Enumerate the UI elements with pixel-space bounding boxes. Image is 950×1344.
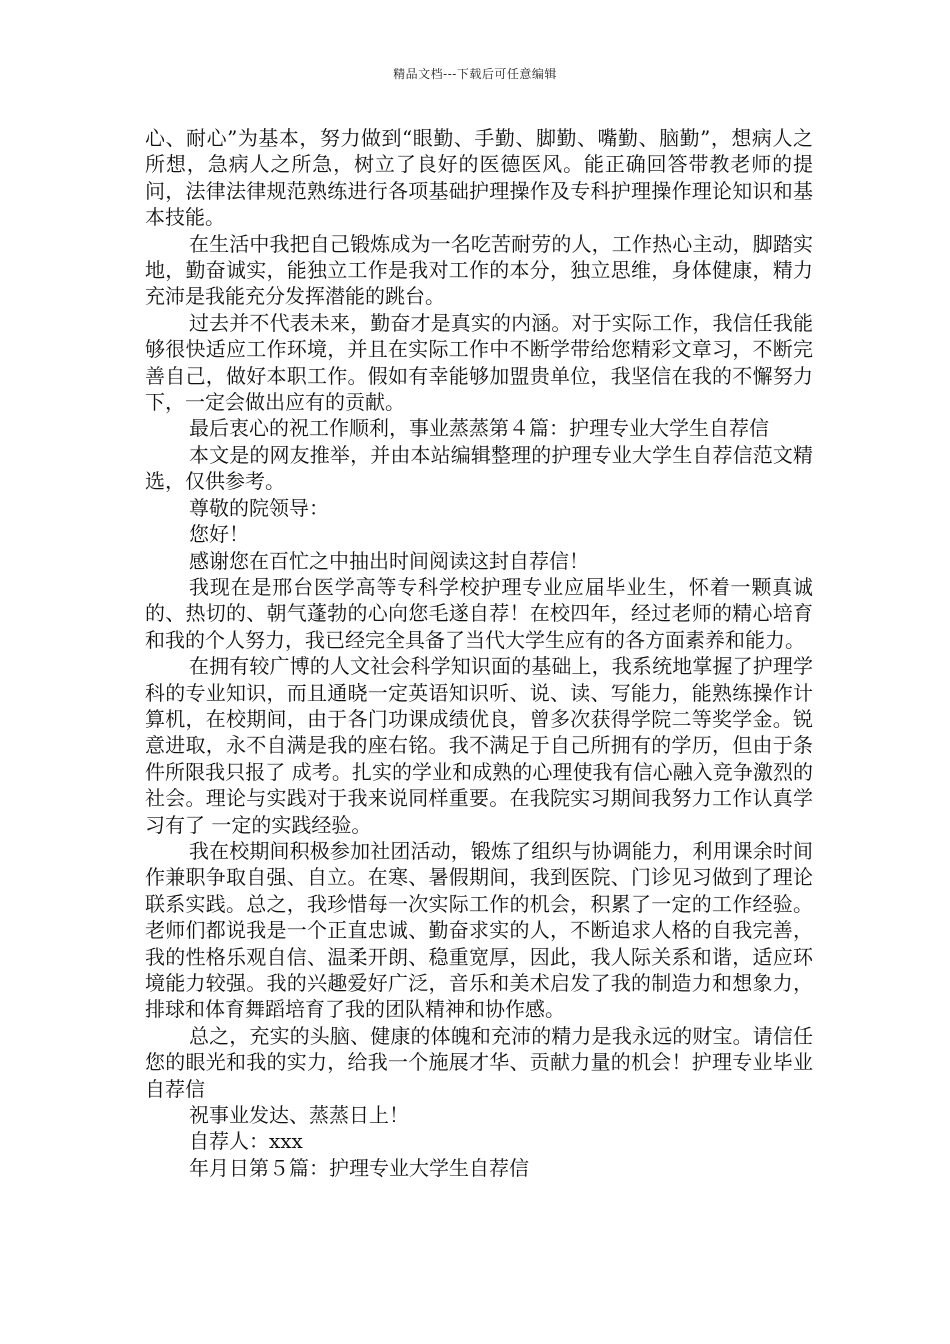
signature-line: 自荐人：xxx: [189, 1129, 303, 1154]
paragraph: 感谢您在百忙之中抽出时间阅读这封自荐信！: [189, 548, 589, 573]
closing-wish: 祝事业发达、蒸蒸日上！: [189, 1103, 409, 1128]
paragraph: 在生活中我把自己锻炼成为一名吃苦耐劳的人，工作热心主动，脚踏实地，勤奋诚实，能独立工作是我对工作的本分，独立思维，身体健康，精力充沛是我能充分发挥潜能的跳台。: [145, 231, 813, 309]
greeting: 您好！: [189, 522, 249, 547]
paragraph: 我现在是邢台医学高等专科学校护理专业应届毕业生，怀着一颗真诚的、热切的、朝气蓬勃的心向您毛遂自荐！在校四年，经过老师的精心培育和我的个人努力，我已经完全具备了当代大学生应有的各方面素养和能力。: [145, 574, 813, 652]
paragraph: 在拥有较广博的人文社会科学知识面的基础上，我系统地掌握了护理学科的专业知识，而且通晓一定英语知识听、说、读、写能力，能熟练操作计算机，在校期间，由于各门功课成绩优良，曾多次获得学院二等奖学金。锐意进取，永不自满是我的座右铭。我不满足于自己所拥有的学历，但由于条件所限我只报了 成考。扎实的学业和成熟的心理使我有信心融入竞争激烈的社会。理论与实践对于我来说同样重要。在我院实习期间我努力工作认真学习有了 一定的实践经验。: [145, 654, 813, 837]
paragraph: 总之，充实的头脑、健康的体魄和充沛的精力是我永远的财宝。请信任您的眼光和我的实力，给我一个施展才华、贡献力量的机会！护理专业毕业自荐信: [145, 1023, 813, 1101]
paragraph: 最后衷心的祝工作顺利，事业蒸蒸第４篇：护理专业大学生自荐信: [189, 416, 769, 441]
page-header: 精品文档---下载后可任意编辑: [393, 67, 557, 81]
paragraph: 本文是的网友推举，并由本站编辑整理的护理专业大学生自荐信范文精选，仅供参考。: [145, 442, 813, 494]
date-line: 年月日第５篇：护理专业大学生自荐信: [189, 1155, 529, 1180]
salutation: 尊敬的院领导：: [189, 495, 329, 520]
document-body: [145, 125, 813, 1181]
paragraph: 心、耐心”为基本，努力做到“眼勤、手勤、脚勤、嘴勤、脑勤”，想病人之所想，急病人之所急，树立了良好的医德医风。能正确回答带教老师的提问，法律法律规范熟练进行各项基础护理操作及专科护理操作理论知识和基本技能。: [145, 126, 813, 230]
paragraph: 我在校期间积极参加社团活动，锻炼了组织与协调能力，利用课余时间作兼职争取自强、自立。在寒、暑假期间，我到医院、门诊见习做到了理论联系实践。总之，我珍惜每一次实际工作的机会，积累了一定的工作经验。老师们都说我是一个正直忠诚、勤奋求实的人，不断追求人格的自我完善，我的性格乐观自信、温柔开朗、稳重宽厚，因此，我人际关系和谐，适应环境能力较强。我的兴趣爱好广泛，音乐和美术启发了我的制造力和想象力，排球和体育舞蹈培育了我的团队精神和协作感。: [145, 838, 813, 1022]
paragraph: 过去并不代表未来，勤奋才是真实的内涵。对于实际工作，我信任我能够很快适应工作环境，并且在实际工作中不断学带给您精彩文章习，不断完善自己，做好本职工作。假如有幸能够加盟贵单位，我坚信在我的不懈努力下，一定会做出应有的贡献。: [145, 310, 813, 415]
